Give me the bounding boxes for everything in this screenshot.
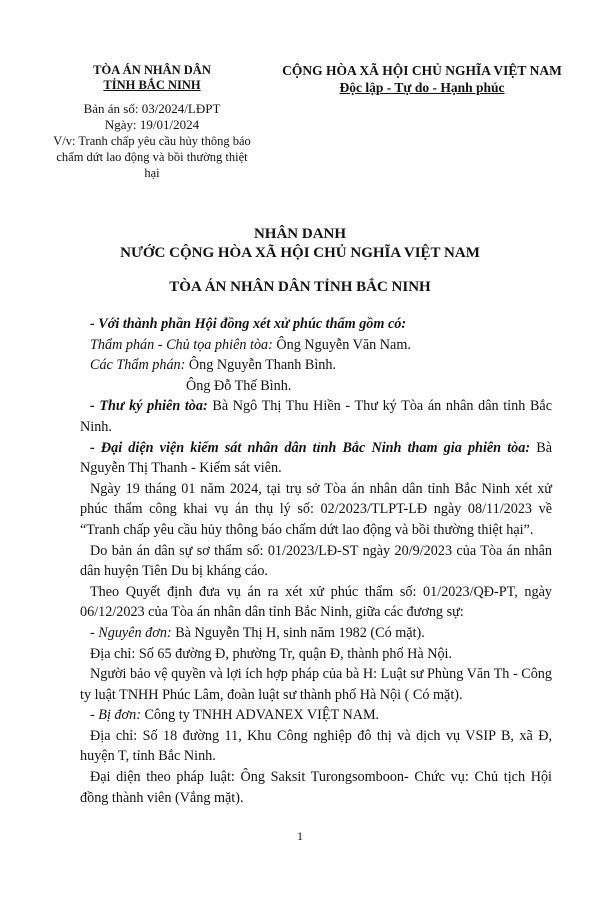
presiding-label: Thẩm phán - Chủ tọa phiên tòa: <box>90 336 273 353</box>
national-motto-text: Độc lập - Tự do - Hạnh phúc <box>339 80 505 95</box>
plaintiff-lawyer: Người bảo vệ quyền và lợi ích hợp pháp của bà H: Luật sư Phùng Văn Th - Công ty luật TNHH Phúc Lâm, đoàn luật sư thành phố Hà Nội ( Có mặt). <box>80 666 552 703</box>
procuracy-text: Bà Nguyễn Thị Thanh - Kiểm sát viên. <box>80 439 553 477</box>
plaintiff <box>80 623 552 644</box>
paragraph-decision: Theo Quyết định đưa vụ án ra xét xử phúc thẩm số: 01/2023/QĐ-PT, ngày 06/12/2023 của Tòa án nhân dân tỉnh Bắc Ninh, giữa các đương sự: <box>80 583 552 621</box>
national-motto <box>272 79 572 96</box>
judge-1: Ông Nguyễn Thanh Bình. <box>185 357 337 374</box>
title-line2: NƯỚC CỘNG HÒA XÃ HỘI CHỦ NGHĨA VIỆT NAM <box>120 245 480 261</box>
court-header <box>52 63 252 181</box>
defendant-address: Địa chỉ: Số 18 đường 11, Khu Công nghiệp đô thị và dịch vụ VSIP B, xã Đ, huyện T, tỉnh Bắc Ninh. <box>80 727 552 765</box>
judgment-title <box>0 225 600 297</box>
defendant <box>80 705 552 726</box>
paragraph-hearing: Ngày 19 tháng 01 năm 2024, tại trụ sở Tòa án nhân dân tỉnh Bắc Ninh xét xử phúc thẩm công khai vụ án thụ lý số: 02/2023/TLPT-LĐ ngày 08/11/2023 về “Tranh chấp yêu cầu hủy thông báo chấm dứt lao động và bồi thường thiệt hại”. <box>80 480 552 538</box>
judges-label: Các Thẩm phán: <box>90 357 186 374</box>
national-header <box>272 63 572 96</box>
subject-line3: hại <box>144 166 160 180</box>
subject-line2: chấm dứt lao động và bồi thường thiệt <box>56 150 248 164</box>
paragraph-appeal: Do bản án dân sự sơ thẩm số: 01/2023/LĐ-ST ngày 20/9/2023 của Tòa án nhân dân huyện Tiên Du bị kháng cáo. <box>80 542 552 580</box>
court-name-line1: TÒA ÁN NHÂN DÂN <box>93 63 211 77</box>
republic-name: CỘNG HÒA XÃ HỘI CHỦ NGHĨA VIỆT NAM <box>282 63 562 78</box>
clerk-label: - Thư ký phiên tòa: <box>90 398 208 415</box>
defendant-prefix: - <box>90 707 99 724</box>
title-line3: TÒA ÁN NHÂN DÂN TỈNH BẮC NINH <box>169 279 431 295</box>
judge-2: Ông Đỗ Thế Bình. <box>186 377 292 394</box>
judgment-date: Ngày: 19/01/2024 <box>104 117 200 132</box>
plaintiff-label: Nguyên đơn: <box>98 624 172 641</box>
defendant-representative: Đại diện theo pháp luật: Ông Saksit Turongsomboon- Chức vụ: Chủ tịch Hội đồng thành viên (Vắng mặt). <box>80 769 552 806</box>
presiding-name: Ông Nguyễn Văn Nam. <box>272 336 411 353</box>
case-number: Bản án số: 03/2024/LĐPT <box>83 101 221 116</box>
court-name-line2: TỈNH BẮC NINH <box>103 78 201 92</box>
procuracy-label: - Đại diện viện kiểm sát nhân dân tỉnh Bắc Ninh tham gia phiên tòa: <box>90 439 531 456</box>
panel-judges <box>80 355 552 376</box>
defendant-label: Bị đơn: <box>98 707 141 724</box>
defendant-text: Công ty TNHH ADVANEX VIỆT NAM. <box>140 707 380 724</box>
clerk <box>80 396 552 437</box>
panel-heading: - Với thành phần Hội đồng xét xử phúc thẩm gồm có: <box>90 316 407 332</box>
plaintiff-address: Địa chỉ: Số 65 đường Đ, phường Tr, quận Đ, thành phố Hà Nội. <box>90 645 453 662</box>
presiding-judge <box>80 335 552 356</box>
page-number: 1 <box>297 829 303 843</box>
plaintiff-text: Bà Nguyễn Thị H, sinh năm 1982 (Có mặt). <box>171 624 425 641</box>
judgment-body <box>80 314 552 808</box>
title-line1: NHÂN DANH <box>253 226 347 242</box>
clerk-text: Bà Ngô Thị Thu Hiền - Thư ký Tòa án nhân dân tỉnh Bắc Ninh. <box>80 398 553 435</box>
procuracy <box>80 438 552 479</box>
plaintiff-prefix: - <box>90 624 99 641</box>
subject-line1: V/v: Tranh chấp yêu cầu hủy thông báo <box>53 134 251 148</box>
